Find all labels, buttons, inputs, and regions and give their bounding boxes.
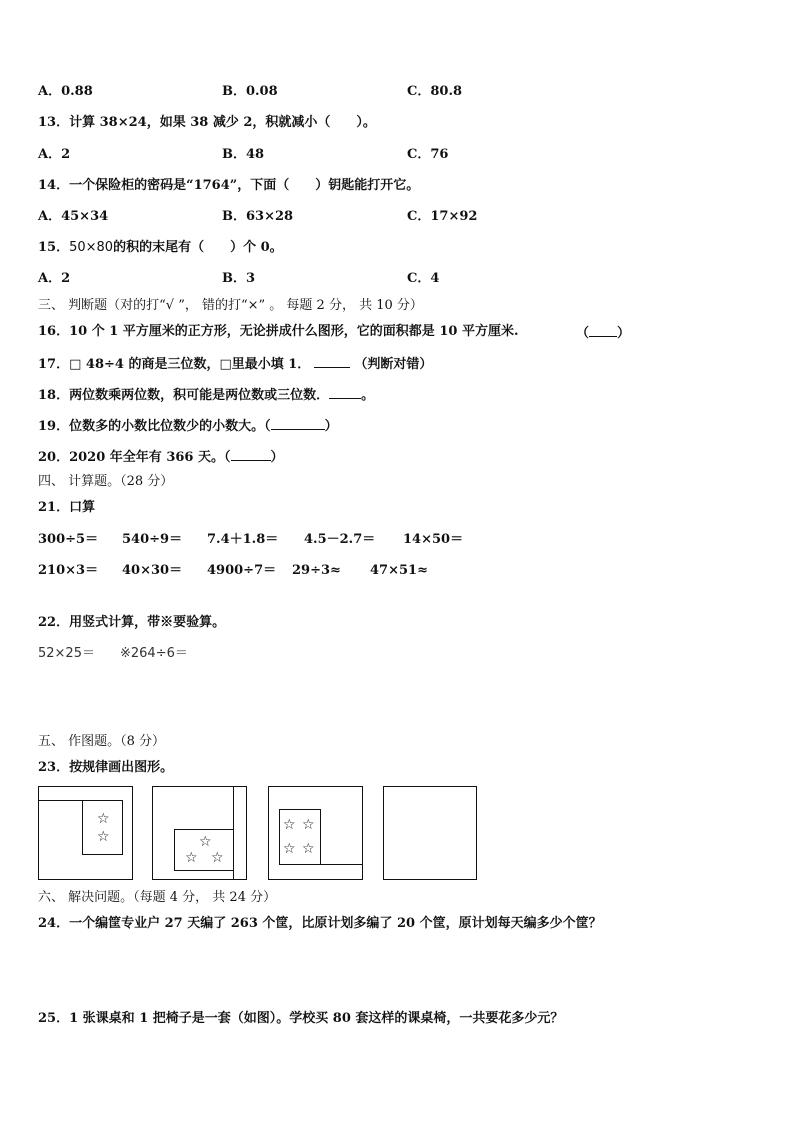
oral-calc-item: 7.4＋1.8＝ (207, 532, 279, 547)
section-3-heading: 三、 判断题（对的打“√ ”， 错的打“×” 。 每题 2 分， 共 10 分） (38, 298, 423, 313)
pattern-figure-answer-box[interactable] (383, 786, 477, 880)
q16-blank-line (589, 324, 617, 337)
q16-paren-close: ） (617, 326, 631, 341)
oral-calc-item: 4900÷7＝ (207, 563, 277, 578)
question-19 (38, 417, 338, 435)
question-24: 24．一个编筐专业户 27 天编了 263 个筐，比原计划多编了 20 个筐，原计划每天编多少个筐？ (38, 916, 602, 931)
q16-paren-open: （ (576, 326, 590, 341)
q14-option-b: B．63×28 (222, 209, 294, 224)
oral-calc-item: 40×30＝ (122, 563, 183, 578)
oral-calc-item: 210×3＝ (38, 563, 99, 578)
q20-tail: ） (270, 450, 284, 465)
oral-calc-item: 47×51≈ (370, 563, 428, 578)
q20-text: 20．2020 年全年有 366 天。（ (38, 450, 231, 465)
q15-text: 的积的末尾有（ ）个 0。 (113, 240, 283, 255)
q13-option-c: C．76 (407, 147, 449, 162)
question-14: 14．一个保险柜的密码是“1764”，下面（ ）钥匙能打开它。 (38, 178, 420, 193)
star-icon: ☆ (97, 829, 110, 845)
question-15 (38, 240, 283, 256)
q19-blank[interactable] (271, 417, 325, 430)
section-6-heading: 六、 解决问题。（每题 4 分， 共 24 分） (38, 890, 277, 905)
star-icon: ☆ (185, 850, 198, 866)
pattern-inner-rect (174, 829, 234, 871)
q18-text: 18．两位数乘两位数，积可能是两位数或三位数． (38, 388, 330, 403)
question-23-title: 23．按规律画出图形。 (38, 760, 174, 775)
question-17 (38, 355, 432, 373)
q22-expression-1: 52×25＝ (38, 646, 95, 661)
pattern-figure-3 (268, 786, 363, 880)
q15-option-a: A．2 (38, 271, 71, 286)
q20-blank[interactable] (231, 448, 271, 461)
pattern-inner-rect (82, 800, 123, 855)
oral-calc-item: 540÷9＝ (122, 532, 183, 547)
q17-blank[interactable] (314, 355, 350, 368)
q15-option-b: B．3 (222, 271, 256, 286)
q13-option-b: B．48 (222, 147, 265, 162)
q16-answer-blank[interactable] (576, 324, 630, 342)
q22-expression-2: ※264÷6＝ (120, 646, 188, 661)
star-icon: ☆ (302, 841, 315, 857)
question-25: 25．1 张课桌和 1 把椅子是一套（如图）。学校买 80 套这样的课桌椅，一共要花多少元？ (38, 1011, 564, 1026)
star-icon: ☆ (283, 841, 296, 857)
question-20 (38, 448, 284, 466)
q14-option-a: A．45×34 (38, 209, 109, 224)
q15-option-c: C．4 (407, 271, 440, 286)
q19-text: 19．位数多的小数比位数少的小数大。（ (38, 419, 271, 434)
q15-number: 15． (38, 240, 70, 255)
q13-option-a: A．2 (38, 147, 71, 162)
q19-tail: ） (324, 419, 338, 434)
q12-option-a: A．0.88 (38, 84, 93, 99)
star-icon: ☆ (199, 834, 212, 850)
section-4-heading: 四、 计算题。（28 分） (38, 474, 174, 489)
oral-calc-item: 29÷3≈ (292, 563, 341, 578)
question-21-title: 21．口算 (38, 500, 96, 515)
q18-blank[interactable] (329, 386, 361, 399)
oral-calc-item: 4.5－2.7＝ (304, 532, 376, 547)
question-22-title: 22．用竖式计算，带※要验算。 (38, 615, 226, 630)
section-5-heading: 五、 作图题。（8 分） (38, 734, 166, 749)
star-icon: ☆ (211, 850, 224, 866)
question-16: 16．10 个 1 平方厘米的正方形，无论拼成什么图形，它的面积都是 10 平方厘米. (38, 324, 519, 339)
q15-expression: 50×80 (69, 240, 114, 255)
star-icon: ☆ (302, 817, 315, 833)
q12-option-c: C．80.8 (407, 84, 463, 99)
oral-calc-item: 300÷5＝ (38, 532, 99, 547)
star-icon: ☆ (97, 811, 110, 827)
star-icon: ☆ (283, 817, 296, 833)
q12-option-b: B．0.08 (222, 84, 278, 99)
q17-text: 17．□ 48÷4 的商是三位数，□里最小填 1． (38, 357, 311, 372)
q18-tail: 。 (361, 388, 375, 403)
q14-option-c: C．17×92 (407, 209, 478, 224)
question-18 (38, 386, 374, 404)
pattern-figure-1 (38, 786, 133, 880)
q17-tail: （判断对错） (354, 357, 433, 372)
pattern-figure-2 (152, 786, 247, 880)
question-13: 13．计算 38×24，如果 38 减少 2，积就减小（ ）。 (38, 115, 376, 130)
pattern-inner-rect (279, 809, 321, 865)
oral-calc-item: 14×50＝ (403, 532, 464, 547)
